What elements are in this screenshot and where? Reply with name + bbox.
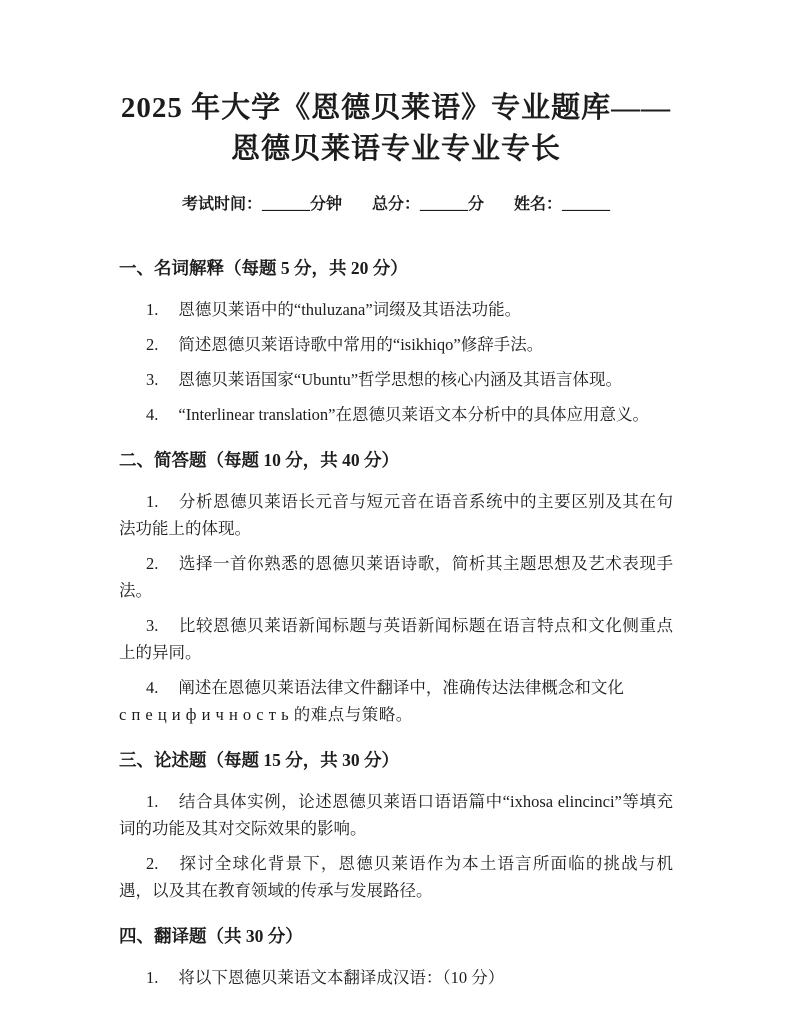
exam-time-label: 考试时间： [181, 196, 262, 213]
question-item [119, 401, 673, 428]
page-title [119, 88, 673, 170]
exam-time-unit: 分钟 [309, 196, 342, 213]
question-text: 分析恩德贝莱语长元音与短元音在语音系统中的主要区别及其在句法功能上的体现。 [119, 492, 673, 538]
question-item [119, 331, 673, 358]
question-number: 1. [146, 968, 159, 987]
question-text-continued: с п е ц и ф и ч н о с т ь 的难点与策略。 [119, 705, 413, 724]
section-heading: 四、翻译题（共 30 分） [119, 926, 303, 946]
question-number: 2. [146, 335, 159, 354]
question-text: 探讨全球化背景下，恩德贝莱语作为本土语言所面临的挑战与机遇，以及其在教育领域的传承与发展路径。 [119, 854, 673, 900]
section-heading: 一、名词解释（每题 5 分，共 20 分） [119, 258, 408, 278]
question-item [119, 612, 673, 666]
title-line-2: 恩德贝莱语专业专业专长 [230, 133, 561, 165]
question-number: 2. [146, 554, 159, 573]
question-number: 1. [146, 300, 159, 319]
question-text: 选择一首你熟悉的恩德贝莱语诗歌，简析其主题思想及艺术表现手法。 [119, 554, 673, 600]
question-item [119, 674, 673, 728]
section-heading: 二、简答题（每题 10 分，共 40 分） [119, 450, 399, 470]
question-item [119, 296, 673, 323]
exam-time-blank: ______ [261, 196, 310, 213]
question-item [119, 964, 673, 991]
question-number: 4. [146, 405, 159, 424]
section-term-definitions [119, 256, 673, 428]
question-text: 恩德贝莱语国家“Ubuntu”哲学思想的核心内涵及其语言体现。 [178, 370, 623, 389]
question-text: 结合具体实例，论述恩德贝莱语口语语篇中“ixhosa elincinci”等填充词的功能及其对交际效果的影响。 [119, 792, 673, 838]
question-item [119, 550, 673, 604]
question-text: 恩德贝莱语中的“thuluzana”词缀及其语法功能。 [178, 300, 522, 319]
question-item [119, 788, 673, 842]
question-number: 3. [146, 616, 159, 635]
question-item [119, 366, 673, 393]
question-number: 3. [146, 370, 159, 389]
question-number: 1. [146, 792, 159, 811]
total-score-blank: ______ [420, 196, 468, 213]
question-text: 将以下恩德贝莱语文本翻译成汉语：（10 分） [178, 968, 505, 987]
name-blank: ______ [562, 196, 611, 213]
total-score-unit: 分 [468, 196, 485, 213]
exam-info-line [119, 194, 673, 216]
section-translation [119, 924, 673, 991]
question-item [119, 488, 673, 542]
title-line-1: 2025 年大学《恩德贝莱语》专业题库—— [120, 92, 672, 124]
question-number: 1. [146, 492, 159, 511]
section-essay [119, 748, 673, 904]
question-number: 4. [146, 678, 159, 697]
question-item [119, 850, 673, 904]
question-text: 阐述在恩德贝莱语法律文件翻译中，准确传达法律概念和文化 [178, 678, 624, 697]
section-heading: 三、论述题（每题 15 分，共 30 分） [119, 750, 399, 770]
question-text: 简述恩德贝莱语诗歌中常用的“isikhiqo”修辞手法。 [178, 335, 544, 354]
total-score-label: 总分： [371, 196, 420, 213]
question-text: “Interlinear translation”在恩德贝莱语文本分析中的具体应用意义。 [178, 405, 650, 424]
name-label: 姓名： [514, 196, 563, 213]
question-number: 2. [146, 854, 159, 873]
question-text: 比较恩德贝莱语新闻标题与英语新闻标题在语言特点和文化侧重点上的异同。 [119, 616, 673, 662]
section-short-answer [119, 448, 673, 728]
